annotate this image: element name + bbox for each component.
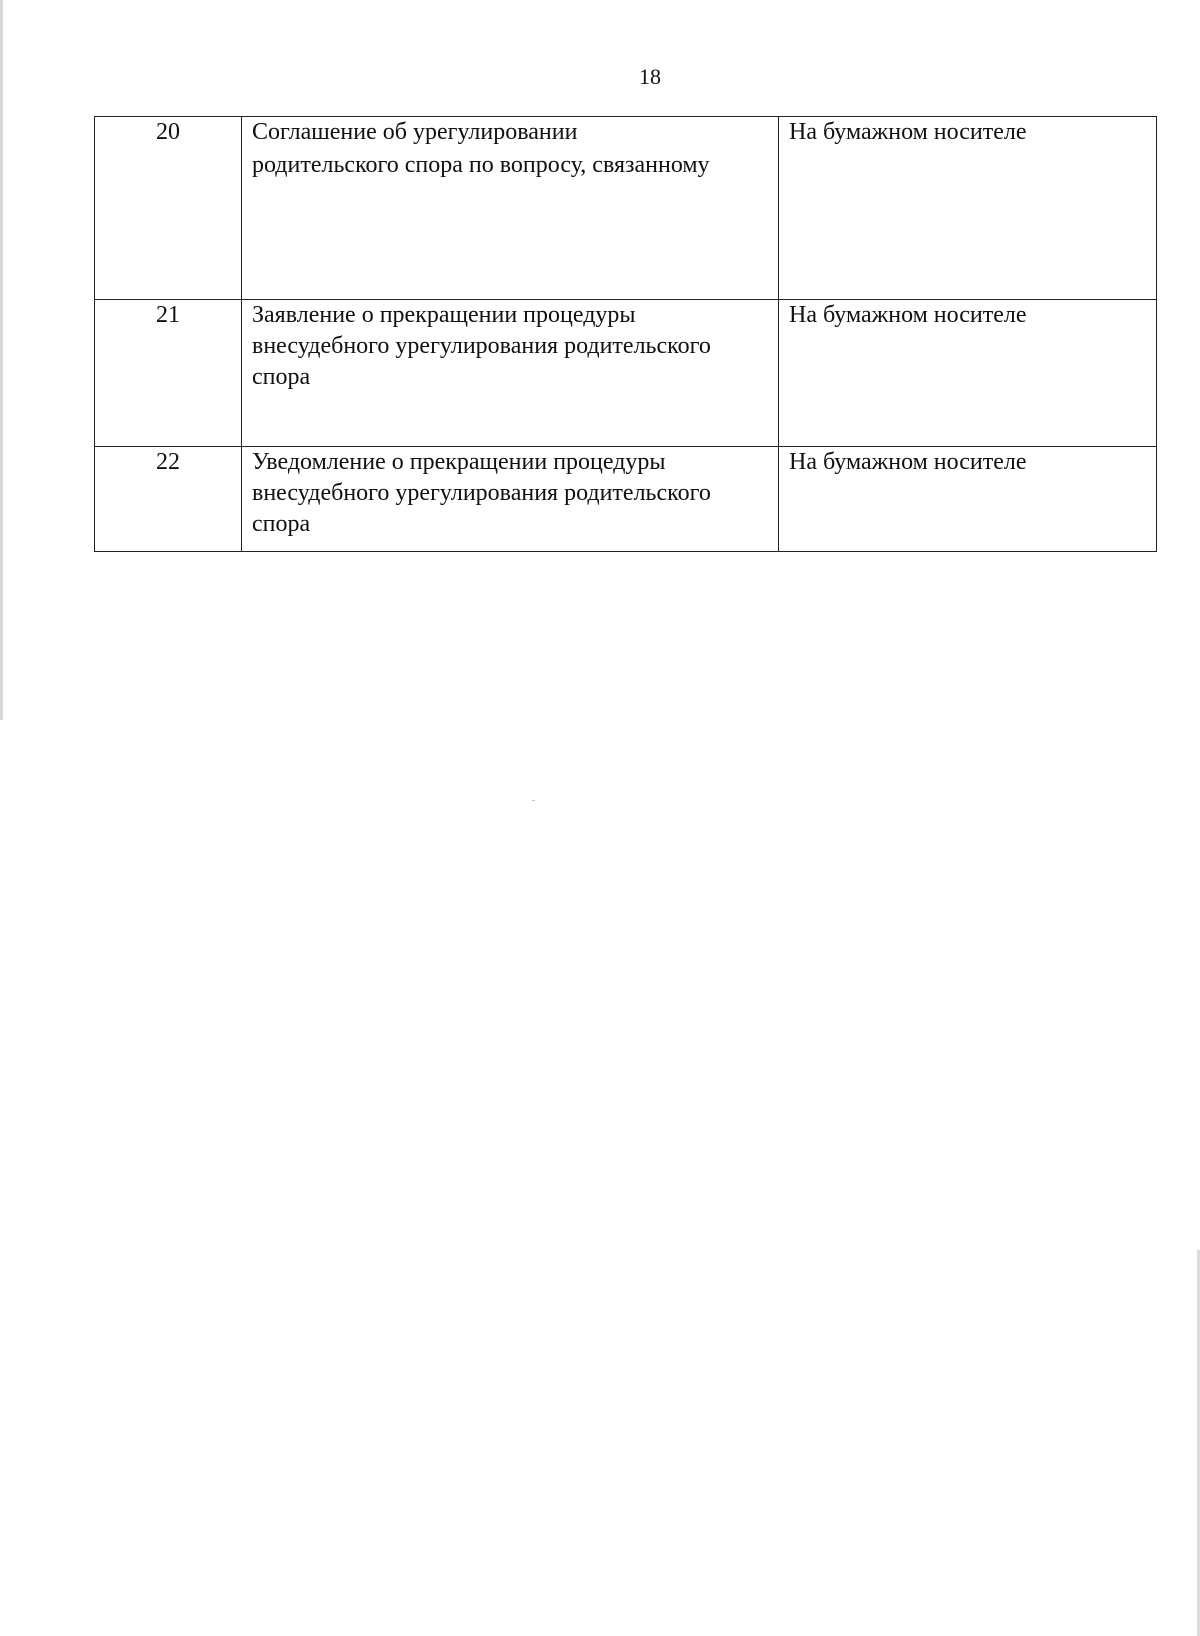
row-number-cell: 21 (95, 300, 242, 447)
document-form-cell: На бумажном носителе (779, 447, 1157, 552)
table-row (95, 300, 1157, 447)
document-name-line: родительского спора по вопросу, связанному (252, 152, 710, 178)
document-form-cell: На бумажном носителе (779, 300, 1157, 447)
document-name-cell (242, 447, 779, 552)
document-name-cell (242, 300, 779, 447)
row-number-cell: 22 (95, 447, 242, 552)
document-name-line: спора (252, 511, 311, 537)
table-row (95, 447, 1157, 552)
document-form-cell: На бумажном носителе (779, 117, 1157, 300)
document-name-cell (242, 117, 779, 300)
table-row (95, 117, 1157, 300)
document-name-line: Соглашение об урегулировании (252, 119, 578, 145)
scan-edge-left (0, 0, 3, 720)
page-number: 18 (639, 64, 661, 89)
document-name-line: внесудебного урегулирования родительского (252, 333, 711, 359)
document-name-line: Уведомление о прекращении процедуры (252, 449, 666, 475)
scan-speck (532, 800, 535, 801)
document-name-line: Заявление о прекращении процедуры (252, 302, 636, 328)
document-name-line: внесудебного урегулирования родительского (252, 480, 711, 506)
row-number-cell: 20 (95, 117, 242, 300)
documents-table (94, 116, 1157, 552)
document-name-line: спора (252, 364, 311, 390)
